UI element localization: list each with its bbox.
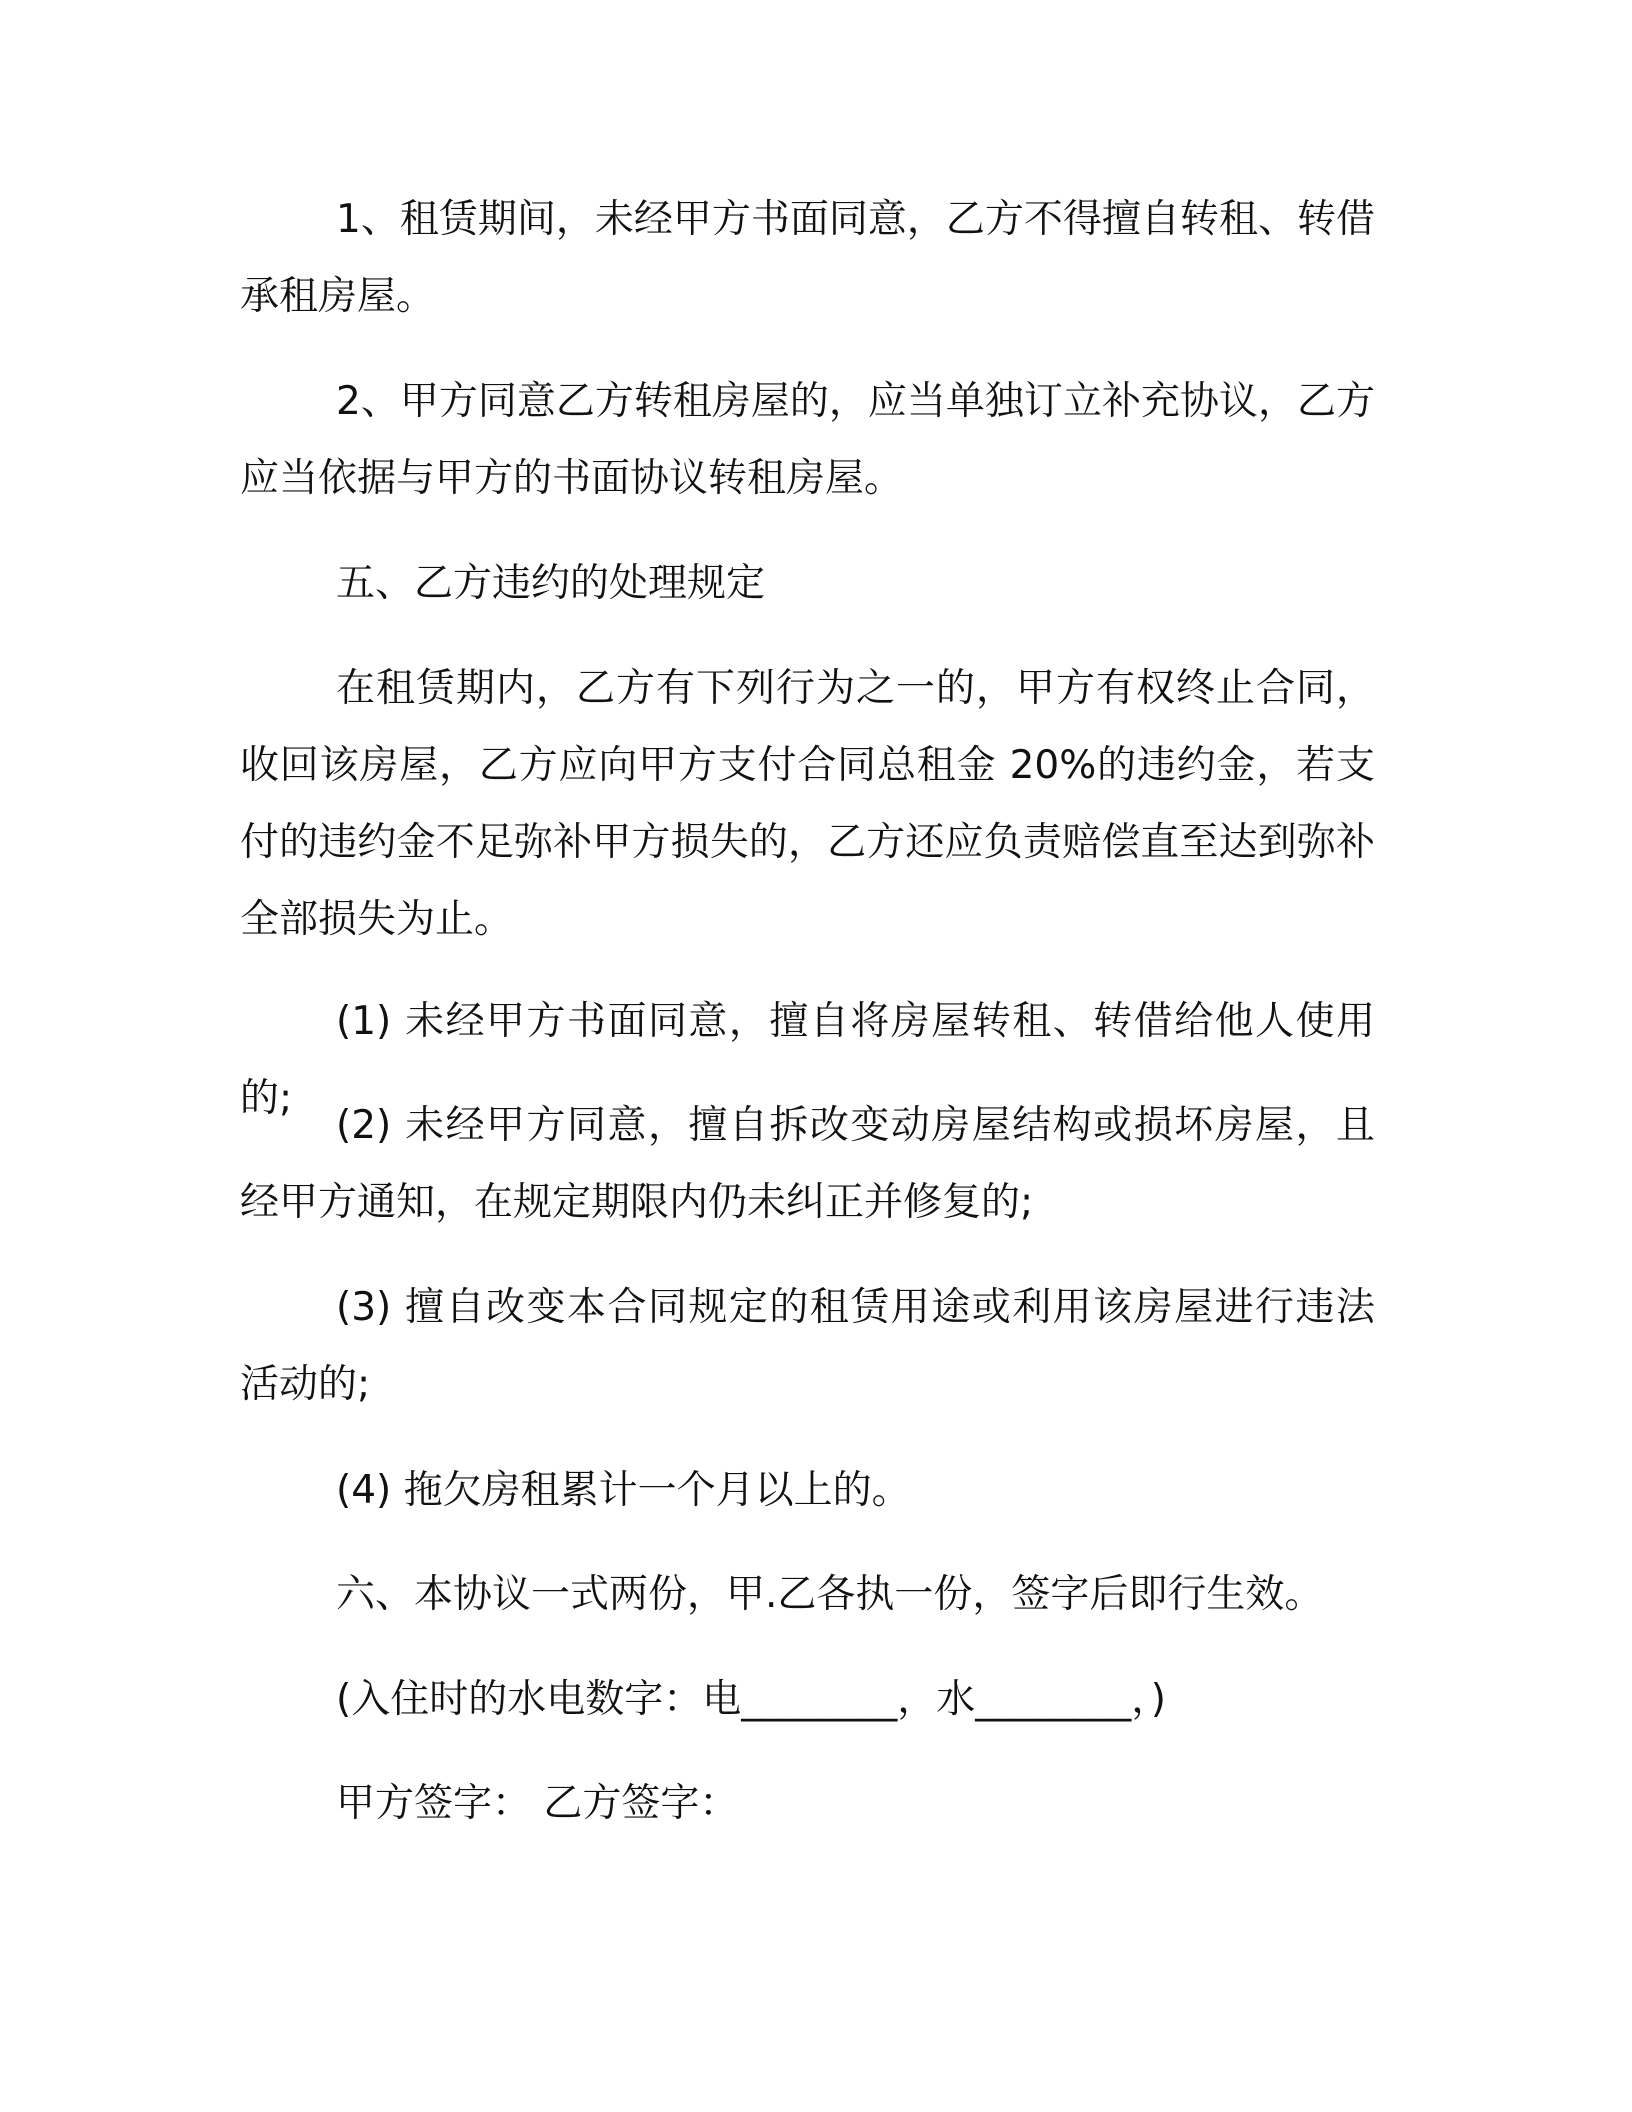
clause-sublet-agreement: 2、甲方同意乙方转租房屋的，应当单独订立补充协议，乙方应当依据与甲方的书面协议转租房屋。 — [240, 379, 1375, 501]
signature-line: 甲方签字： 乙方签字： — [336, 1781, 739, 1826]
utility-readings-line: (入住时的水电数字：电________，水________，) — [336, 1677, 1166, 1722]
section-heading-breach: 五、乙方违约的处理规定 — [336, 561, 766, 606]
breach-item-4: (4) 拖欠房租累计一个月以上的。 — [336, 1468, 911, 1513]
section-copies-effective: 六、本协议一式两份，甲.乙各执一份，签字后即行生效。 — [336, 1572, 1324, 1617]
breach-item-1: (1) 未经甲方书面同意，擅自将房屋转租、转借给他人使用的; — [240, 999, 1375, 1121]
breach-item-3: (3) 擅自改变本合同规定的租赁用途或利用该房屋进行违法活动的; — [240, 1285, 1375, 1407]
breach-item-2: (2) 未经甲方同意，擅自拆改变动房屋结构或损坏房屋，且经甲方通知，在规定期限内仍未纠正并修复的; — [240, 1103, 1375, 1225]
clause-sublet-consent: 1、租赁期间，未经甲方书面同意，乙方不得擅自转租、转借承租房屋。 — [240, 197, 1375, 319]
clause-breach-penalty: 在租赁期内，乙方有下列行为之一的，甲方有权终止合同，收回该房屋，乙方应向甲方支付合同总租金 20%的违约金，若支付的违约金不足弥补甲方损失的，乙方还应负责赔偿直至达到弥补全部损失为止。 — [240, 666, 1375, 942]
